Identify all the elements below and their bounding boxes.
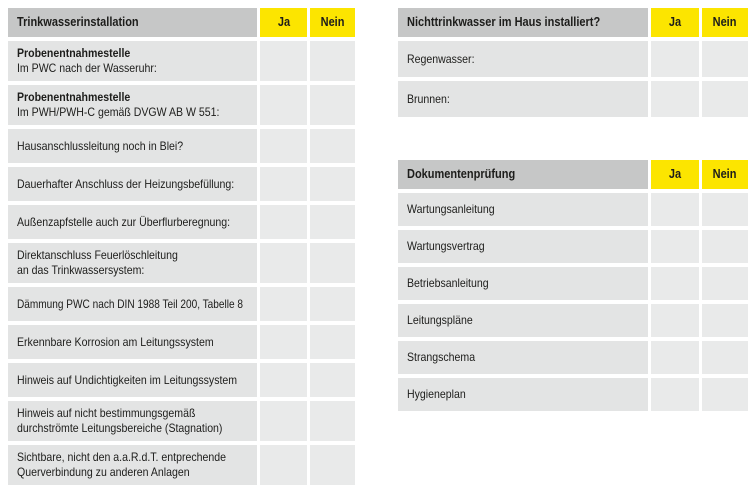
row-label-text <box>407 313 473 328</box>
row-label <box>8 401 257 441</box>
nein-checkbox[interactable] <box>702 341 748 374</box>
row-label-text <box>17 406 222 436</box>
row-label <box>8 41 257 81</box>
row-label-text <box>17 177 234 192</box>
ja-checkbox[interactable] <box>260 325 307 359</box>
nein-header-label: Nein <box>713 15 737 29</box>
nein-checkbox[interactable] <box>310 401 355 441</box>
ja-checkbox[interactable] <box>651 304 699 337</box>
row-label <box>398 193 648 226</box>
row-label-line1: Hinweis auf Undichtigkeiten im Leitungssystem <box>17 372 238 387</box>
nein-checkbox[interactable] <box>702 267 748 300</box>
nein-checkbox[interactable] <box>310 287 355 321</box>
row-label-text <box>17 248 178 278</box>
row-label-line1: Wartungsvertrag <box>407 239 485 253</box>
table-title: Trinkwasserinstallation <box>17 15 139 29</box>
ja-checkbox[interactable] <box>651 378 699 411</box>
row-label-line1: Außenzapfstelle auch zur Überflurberegnung: <box>17 214 231 229</box>
ja-checkbox[interactable] <box>651 267 699 300</box>
nein-checkbox[interactable] <box>310 167 355 201</box>
ja-column-header <box>260 8 307 37</box>
table-row <box>398 81 748 117</box>
ja-column-header <box>651 160 699 189</box>
nein-checkbox[interactable] <box>702 193 748 226</box>
table-title: Nichttrinkwasser im Haus installiert? <box>407 15 601 29</box>
row-label-text <box>407 202 495 217</box>
row-label-line1: Brunnen: <box>407 91 450 106</box>
row-label-line2: Querverbindung zu anderen Anlagen <box>17 465 190 479</box>
row-label-line1: Probenentnahmestelle <box>17 90 131 104</box>
row-label-text <box>407 387 466 402</box>
row-label-line1: Probenentnahmestelle <box>17 46 131 60</box>
ja-checkbox[interactable] <box>260 363 307 397</box>
row-label-line2: an das Trinkwassersystem: <box>17 263 145 277</box>
table-row <box>8 445 355 485</box>
ja-checkbox[interactable] <box>260 129 307 163</box>
row-label-line1: Hygieneplan <box>407 387 466 401</box>
row-label-line1: Leitungspläne <box>407 313 473 327</box>
row-label-text <box>17 215 230 230</box>
row-label-text <box>407 92 450 107</box>
ja-checkbox[interactable] <box>651 41 699 77</box>
row-label-line1: Betriebsanleitung <box>407 276 489 290</box>
nein-header-label: Nein <box>713 167 737 181</box>
ja-checkbox[interactable] <box>260 243 307 283</box>
table-row <box>8 205 355 239</box>
nein-checkbox[interactable] <box>702 304 748 337</box>
ja-checkbox[interactable] <box>260 205 307 239</box>
row-label <box>398 341 648 374</box>
row-label <box>8 363 257 397</box>
row-label <box>398 230 648 263</box>
row-label <box>398 41 648 77</box>
table-title: Dokumentenprüfung <box>407 167 516 181</box>
right-column <box>398 8 748 411</box>
nein-checkbox[interactable] <box>310 205 355 239</box>
ja-checkbox[interactable] <box>651 81 699 117</box>
nein-checkbox[interactable] <box>310 363 355 397</box>
ja-column-header <box>651 8 699 37</box>
row-label-text <box>17 90 219 120</box>
row-label <box>8 129 257 163</box>
table-row <box>8 325 355 359</box>
table-row <box>398 267 748 300</box>
row-label-line1: Sichtbare, nicht den a.a.R.d.T. entprechende <box>17 450 226 464</box>
row-label-line1: Wartungsanleitung <box>407 202 495 216</box>
row-label <box>8 445 257 485</box>
row-label <box>8 85 257 125</box>
row-label-line1: Strangschema <box>407 350 476 364</box>
nein-checkbox[interactable] <box>310 41 355 81</box>
table-row <box>8 85 355 125</box>
dokumentenpruefung-table-header <box>398 160 748 189</box>
table-row <box>398 193 748 226</box>
nein-checkbox[interactable] <box>310 445 355 485</box>
row-label-line1: Hausanschlussleitung noch in Blei? <box>17 138 184 153</box>
table-row <box>8 243 355 283</box>
row-label-text <box>17 335 214 350</box>
row-label <box>8 325 257 359</box>
row-label-line1: Hinweis auf nicht bestimmungsgemäß <box>17 406 196 420</box>
row-label-line1: Dauerhafter Anschluss der Heizungsbefüllung: <box>17 176 235 191</box>
nein-checkbox[interactable] <box>702 41 748 77</box>
ja-header-label: Ja <box>668 167 682 181</box>
nein-column-header <box>702 8 748 37</box>
table-row <box>8 41 355 81</box>
row-label-text <box>17 46 157 76</box>
row-label-text <box>407 52 475 67</box>
ja-checkbox[interactable] <box>260 287 307 321</box>
nichttrinkwasser-table-header <box>398 8 748 37</box>
row-label-line1: Erkennbare Korrosion am Leitungssystem <box>17 334 214 349</box>
dokumentenpruefung-table <box>398 160 748 411</box>
nein-checkbox[interactable] <box>310 325 355 359</box>
row-label-line1: Direktanschluss Feuerlöschleitung <box>17 248 178 262</box>
table-row <box>398 378 748 411</box>
row-label-text <box>407 276 489 291</box>
row-label-line2: Im PWH/PWH-C gemäß DVGW AB W 551: <box>17 105 220 119</box>
left-column <box>8 8 355 485</box>
row-label-line2: durchströmte Leitungsbereiche (Stagnation) <box>17 421 223 435</box>
nichttrinkwasser-table <box>398 8 748 117</box>
trinkwasser-table <box>8 8 355 485</box>
row-label-text <box>17 139 183 154</box>
row-label-text <box>17 373 237 388</box>
ja-checkbox[interactable] <box>260 401 307 441</box>
row-label <box>8 205 257 239</box>
nein-column-header <box>310 8 355 37</box>
ja-header-label: Ja <box>277 15 290 29</box>
row-label-text <box>17 297 243 312</box>
row-label-line2: Im PWC nach der Wasseruhr: <box>17 61 157 75</box>
table-title-cell <box>398 160 648 189</box>
nein-checkbox[interactable] <box>310 85 355 125</box>
table-row <box>8 129 355 163</box>
table-row <box>398 41 748 77</box>
table-title-cell <box>8 8 257 37</box>
row-label <box>398 81 648 117</box>
ja-checkbox[interactable] <box>651 341 699 374</box>
table-title-cell <box>398 8 648 37</box>
nein-checkbox[interactable] <box>702 81 748 117</box>
table-row <box>398 341 748 374</box>
table-row <box>398 230 748 263</box>
table-row <box>398 304 748 337</box>
nein-checkbox[interactable] <box>310 243 355 283</box>
ja-checkbox[interactable] <box>260 167 307 201</box>
row-label-line1: Dämmung PWC nach DIN 1988 Teil 200, Tabelle 8 <box>17 296 243 311</box>
row-label <box>8 287 257 321</box>
ja-header-label: Ja <box>668 15 682 29</box>
nein-column-header <box>702 160 748 189</box>
row-label-text <box>407 239 485 254</box>
table-row <box>8 287 355 321</box>
row-label <box>398 378 648 411</box>
row-label <box>398 304 648 337</box>
table-row <box>8 167 355 201</box>
nein-header-label: Nein <box>320 15 345 29</box>
row-label-text <box>407 350 475 365</box>
table-row <box>8 363 355 397</box>
row-label <box>8 243 257 283</box>
ja-checkbox[interactable] <box>260 445 307 485</box>
ja-checkbox[interactable] <box>260 41 307 81</box>
nein-checkbox[interactable] <box>702 378 748 411</box>
nein-checkbox[interactable] <box>702 230 748 263</box>
table-row <box>8 401 355 441</box>
row-label <box>398 267 648 300</box>
ja-checkbox[interactable] <box>651 193 699 226</box>
ja-checkbox[interactable] <box>260 85 307 125</box>
trinkwasser-table-header <box>8 8 355 37</box>
nein-checkbox[interactable] <box>310 129 355 163</box>
row-label-line1: Regenwasser: <box>407 51 475 66</box>
row-label-text <box>17 450 226 480</box>
row-label <box>8 167 257 201</box>
ja-checkbox[interactable] <box>651 230 699 263</box>
